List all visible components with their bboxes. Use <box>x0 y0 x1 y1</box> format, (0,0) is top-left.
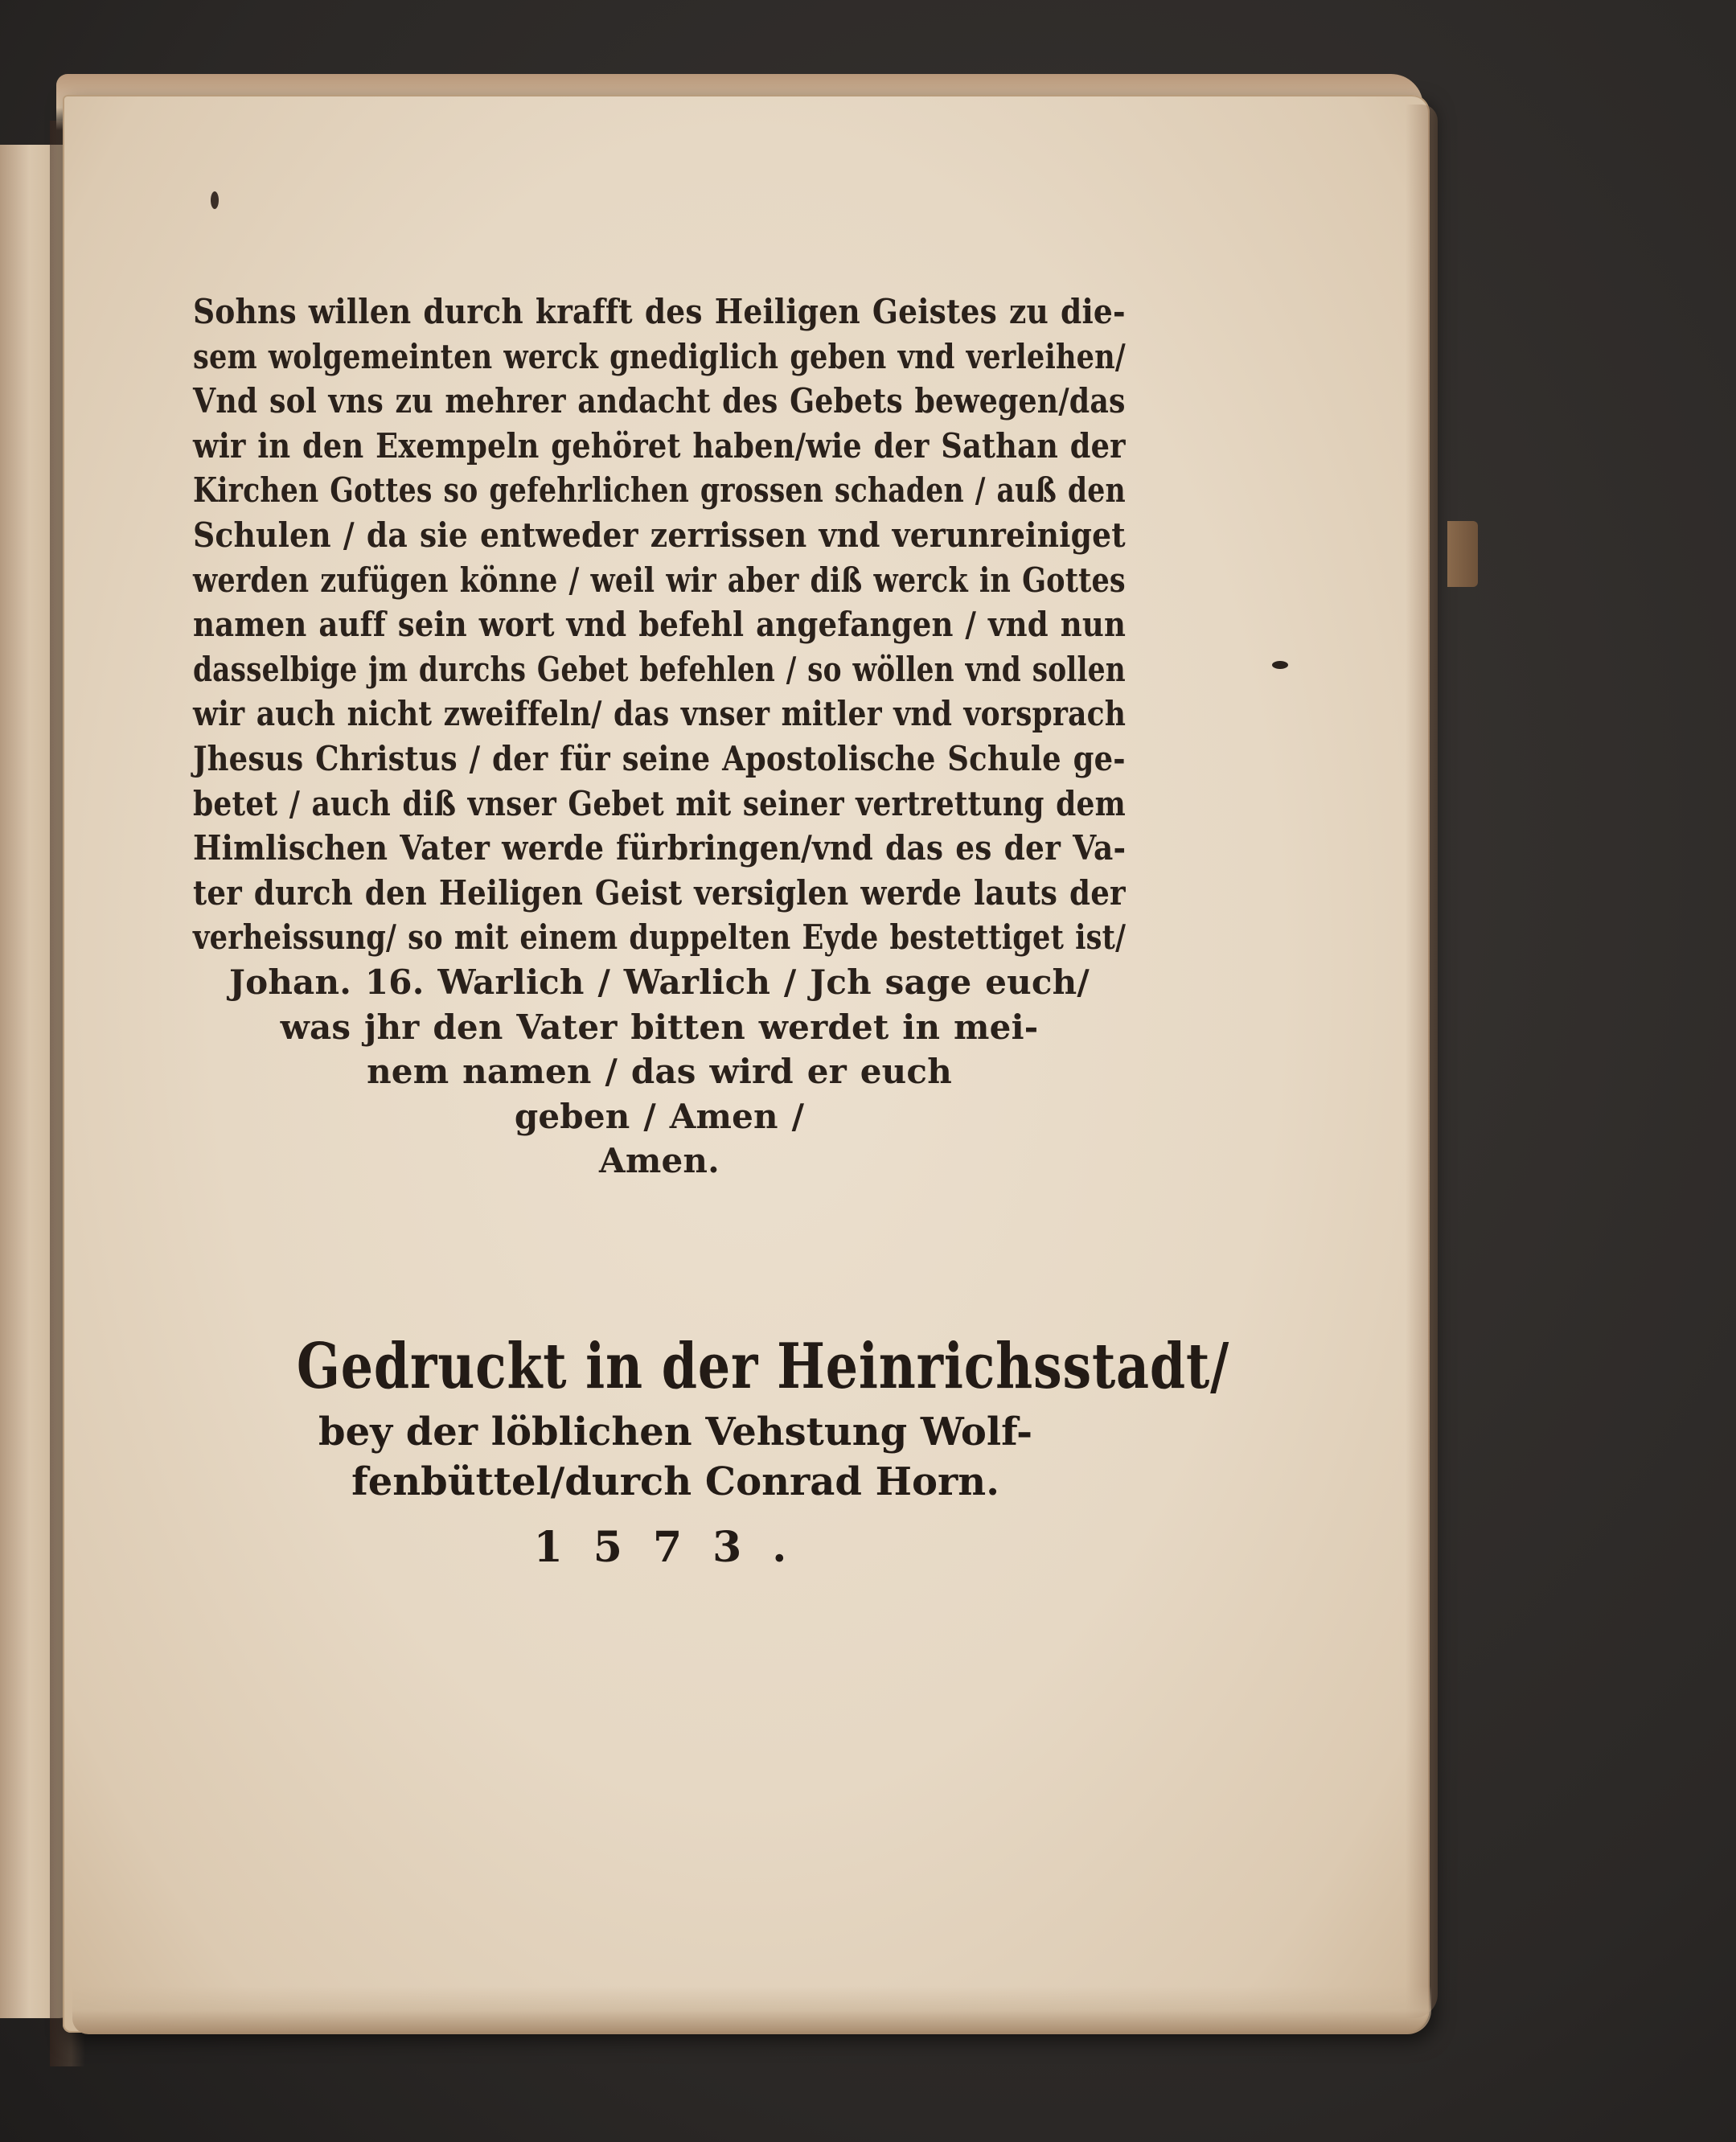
text-line: Schulen / da sie entweder zerrissen vnd verunreiniget <box>193 515 1126 555</box>
text-line: dasselbige jm durchs Gebet befehlen / so wöllen vnd sollen <box>193 649 1126 689</box>
text-line: betet / auch diß vnser Gebet mit seiner vertrettung dem <box>193 783 1126 823</box>
text-line: sem wolgemeinten werck gnediglich geben vnd verleihen/ <box>193 336 1126 376</box>
ink-speck <box>1272 661 1288 669</box>
text-line: Johan. 16. Warlich / Warlich / Jch sage euch/ <box>229 962 1090 1002</box>
text-line: geben / Amen / <box>514 1096 805 1136</box>
closing-text <box>193 960 1126 1184</box>
body-text <box>193 289 1126 1206</box>
text-line: nem namen / das wird er euch <box>367 1052 952 1092</box>
imprint-line-1: Gedruckt in der Heinrichsstadt/ <box>296 1330 1230 1403</box>
imprint-year: 1573. <box>533 1523 818 1572</box>
text-line: Himlischen Vater werde fürbringen/vnd das es der Va- <box>193 828 1127 868</box>
printer-imprint <box>209 1327 1230 1584</box>
text-line: Vnd sol vns zu mehrer andacht des Gebets bewegen/das <box>193 381 1126 421</box>
text-line: namen auff sein wort vnd befehl angefangen / vnd nun <box>193 605 1127 645</box>
text-line: wir in den Exempeln gehöret haben/wie der Sathan der <box>193 425 1126 466</box>
text-line: verheissung/ so mit einem duppelten Eyde bestettiget ist/ <box>193 917 1127 958</box>
bookmark-tab <box>1447 521 1478 587</box>
page-right-edge <box>1406 105 1438 2018</box>
text-line: Jhesus Christus / der für seine Apostolische Schule ge- <box>193 738 1126 778</box>
imprint-line-2: bey der löblichen Vehstung Wolf- <box>318 1410 1032 1455</box>
text-line: Kirchen Gottes so gefehrlichen grossen schaden / auß den <box>193 470 1126 511</box>
text-line: was jhr den Vater bitten werdet in mei- <box>280 1007 1039 1047</box>
text-line: Sohns willen durch krafft des Heiligen Geistes zu die- <box>193 292 1126 331</box>
ink-speck <box>211 191 219 209</box>
text-line: Amen. <box>599 1141 720 1181</box>
page-bottom-edge <box>72 1986 1431 2034</box>
imprint-line-3: fenbüttel/durch Conrad Horn. <box>351 1459 999 1504</box>
text-line: wir auch nicht zweiffeln/ das vnser mitler vnd vorsprach <box>193 694 1127 734</box>
text-line: werden zufügen könne / weil wir aber diß werck in Gottes <box>193 560 1126 600</box>
text-line: ter durch den Heiligen Geist versiglen werde lauts der <box>193 872 1126 913</box>
